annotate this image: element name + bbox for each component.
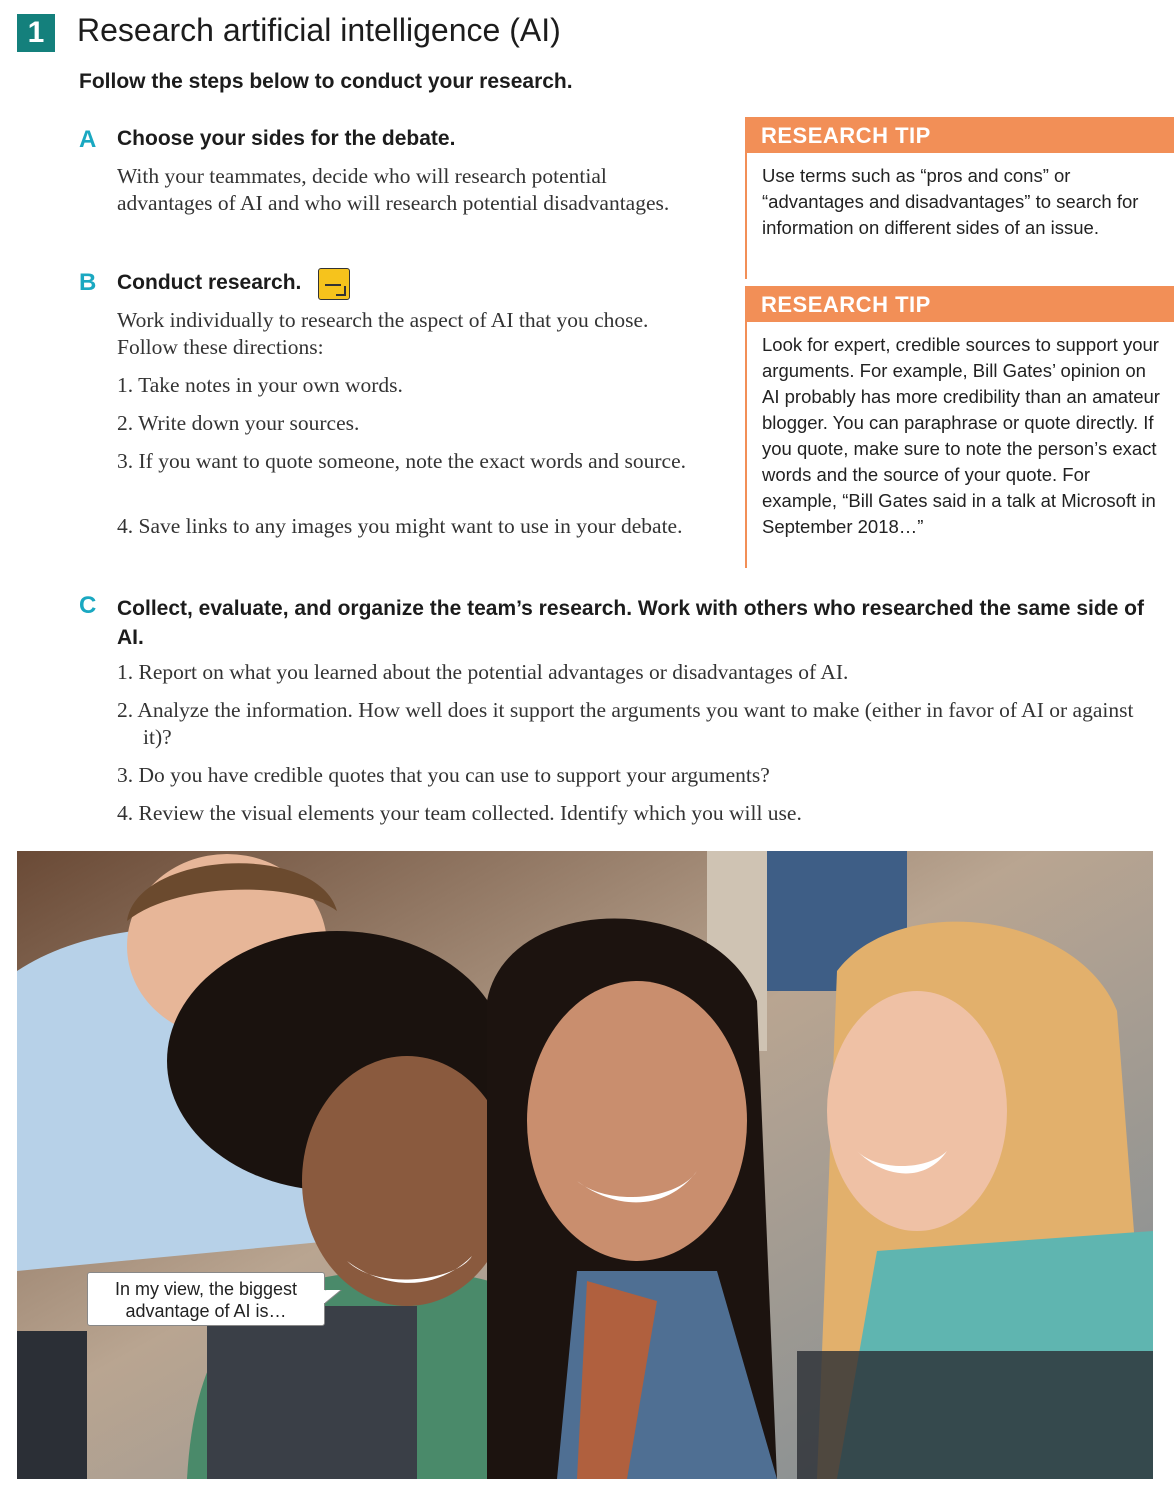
step-a-heading: Choose your sides for the debate. bbox=[117, 127, 456, 150]
sticky-note-icon[interactable] bbox=[318, 268, 350, 300]
list-item: 3. If you want to quote someone, note the exact words and source. bbox=[117, 449, 686, 473]
list-item: 3. Do you have credible quotes that you can use to support your arguments? bbox=[117, 763, 770, 787]
section-number: 1 bbox=[17, 14, 55, 52]
intro-text: Follow the steps below to conduct your research. bbox=[79, 70, 573, 93]
research-tip-body: Look for expert, credible sources to support your arguments. For example, Bill Gates’ opinion on AI probably has more credibility than an amateur blogger. You can paraphrase or quote directly. If you quote, make sure to note the person’s exact words and the source of your quote. For example, “Bill Gates said in a talk at Microsoft in September 2018…” bbox=[745, 322, 1174, 568]
research-tip-heading: RESEARCH TIP bbox=[745, 117, 1174, 153]
step-c-heading: Collect, evaluate, and organize the team’s research. Work with others who researched the same side of AI. bbox=[117, 597, 1145, 649]
research-tip-heading: RESEARCH TIP bbox=[745, 286, 1174, 322]
research-tip-box bbox=[745, 117, 1174, 279]
list-item: 4. Review the visual elements your team collected. Identify which you will use. bbox=[117, 801, 802, 825]
step-a-text: With your teammates, decide who will research potential advantages of AI and who will research potential disadvantages. bbox=[117, 164, 670, 215]
students-photo bbox=[17, 851, 1153, 1479]
step-b-heading: Conduct research. bbox=[117, 271, 302, 294]
speech-bubble: In my view, the biggest advantage of AI is… bbox=[87, 1272, 325, 1326]
list-item: 4. Save links to any images you might want to use in your debate. bbox=[117, 514, 683, 538]
research-tip-box bbox=[745, 286, 1174, 568]
step-b-letter: B bbox=[79, 269, 97, 296]
step-b-text: Work individually to research the aspect of AI that you chose. Follow these directions: bbox=[117, 308, 649, 359]
step-a-letter: A bbox=[79, 126, 97, 153]
list-item: 1. Take notes in your own words. bbox=[117, 373, 403, 397]
page-title: Research artificial intelligence (AI) bbox=[77, 12, 561, 48]
list-item: 2. Write down your sources. bbox=[117, 411, 360, 435]
step-c-letter: C bbox=[79, 592, 97, 619]
list-item: 1. Report on what you learned about the potential advantages or disadvantages of AI. bbox=[117, 660, 849, 684]
research-tip-body: Use terms such as “pros and cons” or “advantages and disadvantages” to search for information on different sides of an issue. bbox=[745, 153, 1174, 279]
speech-bubble-tail bbox=[324, 1290, 348, 1310]
list-item: 2. Analyze the information. How well does it support the arguments you want to make (either in favor of AI or against it)? bbox=[117, 698, 1134, 749]
